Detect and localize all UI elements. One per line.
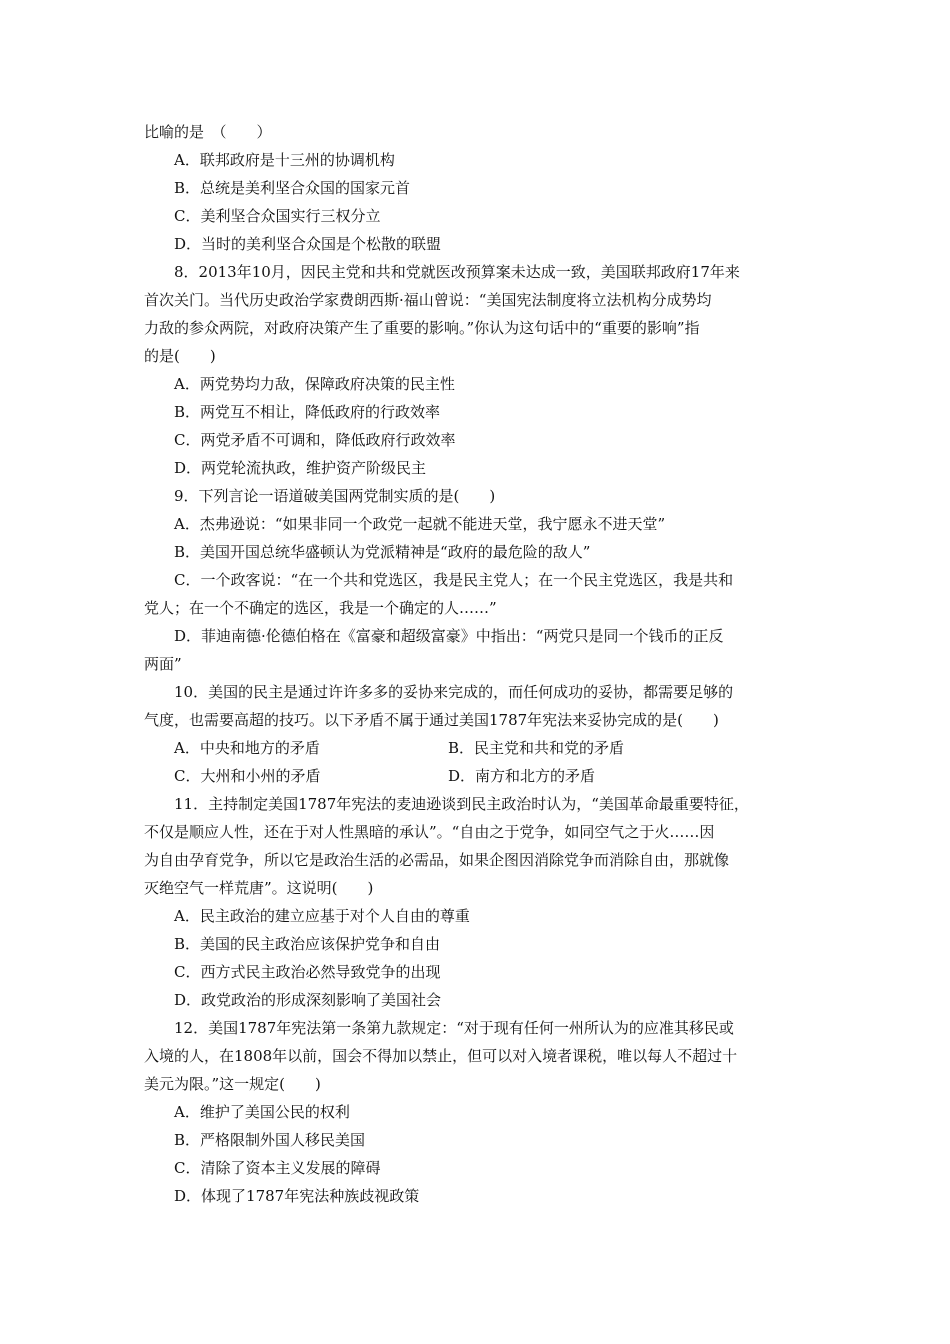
q9-option-d: D．菲迪南德·伦德伯格在《富豪和超级富豪》中指出：“两党只是同一个钱币的正反	[174, 627, 724, 645]
q8-stem-line: 力敌的参众两院，对政府决策产生了重要的影响。”你认为这句话中的“重要的影响”指	[144, 319, 700, 337]
q8-stem-line: 8．2013年10月，因民主党和共和党就医改预算案未达成一致，美国联邦政府17年来	[174, 263, 740, 281]
q12-stem-line: 12．美国1787年宪法第一条第九款规定：“对于现有任何一州所认为的应准其移民或	[174, 1019, 734, 1037]
q11-option-c: C．西方式民主政治必然导致党争的出现	[174, 963, 441, 981]
q7-option-c: C．美利坚合众国实行三权分立	[174, 207, 381, 225]
q12-option-a: A．维护了美国公民的权利	[174, 1103, 350, 1121]
q10-option-d: D．南方和北方的矛盾	[448, 767, 596, 785]
q12-stem-line: 入境的人，在1808年以前，国会不得加以禁止，但可以对入境者课税，唯以每人不超过十	[144, 1047, 738, 1065]
q9-stem: 9．下列言论一语道破美国两党制实质的是( )	[174, 487, 496, 505]
q7-option-a: A．联邦政府是十三州的协调机构	[174, 151, 395, 169]
q10-option-a: A．中央和地方的矛盾	[174, 739, 320, 757]
q11-stem-line: 11．主持制定美国1787年宪法的麦迪逊谈到民主政治时认为，“美国革命最重要特征，	[174, 795, 749, 813]
q8-option-a: A．两党势均力敌，保障政府决策的民主性	[174, 375, 455, 393]
q7-option-b: B．总统是美利坚合众国的国家元首	[174, 179, 411, 197]
q11-stem-line: 为自由孕育党争，所以它是政治生活的必需品，如果企图因消除党争而消除自由，那就像	[144, 851, 730, 869]
q11-option-b: B．美国的民主政治应该保护党争和自由	[174, 935, 441, 953]
q7-stem-tail: 比喻的是 （ ）	[144, 123, 272, 141]
q8-option-b: B．两党互不相让，降低政府的行政效率	[174, 403, 441, 421]
q12-option-d: D．体现了1787年宪法种族歧视政策	[174, 1187, 420, 1205]
q9-option-c: C．一个政客说：“在一个共和党选区，我是民主党人；在一个民主党选区，我是共和	[174, 571, 734, 589]
q10-option-c: C．大州和小州的矛盾	[174, 767, 321, 785]
q9-option-c-cont: 党人；在一个不确定的选区，我是一个确定的人……”	[144, 599, 497, 617]
q8-option-d: D．两党轮流执政，维护资产阶级民主	[174, 459, 427, 477]
q11-option-a: A．民主政治的建立应基于对个人自由的尊重	[174, 907, 470, 925]
q10-stem-line: 10．美国的民主是通过许许多多的妥协来完成的，而任何成功的妥协，都需要足够的	[174, 683, 734, 701]
q12-stem-line: 美元为限。”这一规定( )	[144, 1075, 321, 1093]
q11-stem-line: 灭绝空气一样荒唐”。这说明( )	[144, 879, 374, 897]
q9-option-b: B．美国开国总统华盛顿认为党派精神是“政府的最危险的敌人”	[174, 543, 591, 561]
q11-stem-line: 不仅是顺应人性，还在于对人性黑暗的承认”。“自由之于党争，如同空气之于火……因	[144, 823, 715, 841]
q10-stem-line: 气度，也需要高超的技巧。以下矛盾不属于通过美国1787年宪法来妥协完成的是( )	[144, 711, 719, 729]
q9-option-d-cont: 两面”	[144, 655, 182, 673]
q8-stem-line: 的是( )	[144, 347, 216, 365]
q12-option-c: C．清除了资本主义发展的障碍	[174, 1159, 381, 1177]
q9-option-a: A．杰弗逊说：“如果非同一个政党一起就不能进天堂，我宁愿永不进天堂”	[174, 515, 666, 533]
q8-stem-line: 首次关门。当代历史政治学家费朗西斯·福山曾说：“美国宪法制度将立法机构分成势均	[144, 291, 712, 309]
q11-option-d: D．政党政治的形成深刻影响了美国社会	[174, 991, 442, 1009]
q7-option-d: D．当时的美利坚合众国是个松散的联盟	[174, 235, 442, 253]
q10-option-b: B．民主党和共和党的矛盾	[448, 739, 625, 757]
q8-option-c: C．两党矛盾不可调和，降低政府行政效率	[174, 431, 456, 449]
q12-option-b: B．严格限制外国人移民美国	[174, 1131, 366, 1149]
